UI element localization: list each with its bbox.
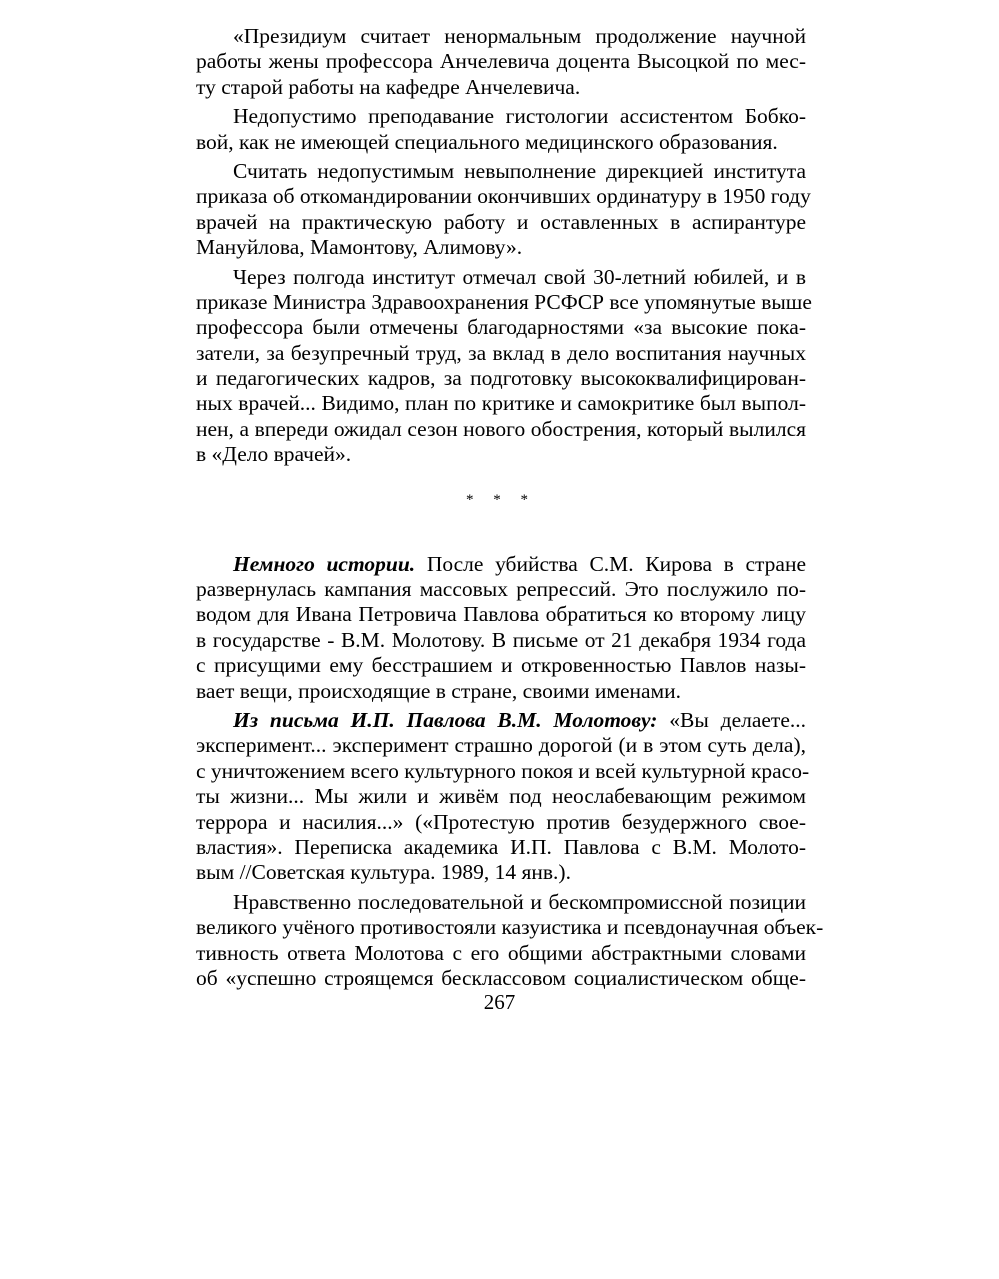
text-line: тивность ответа Молотова с его общими абстрактными словами xyxy=(196,940,806,965)
paragraph xyxy=(196,889,824,992)
text-line: вает вещи, происходящие в стране, своими именами. xyxy=(196,678,682,703)
section-separator: * * * xyxy=(466,491,536,508)
text-line: ты жизни... Мы жили и живём под неослабевающим режимом xyxy=(196,784,806,809)
text-line: вым //Советская культура. 1989, 14 янв.). xyxy=(196,860,571,885)
text-line: приказа об откомандировании окончивших ординатуру в 1950 году xyxy=(196,184,811,209)
paragraph xyxy=(196,264,812,468)
text-line: властия». Переписка академика И.П. Павлова с В.М. Молото- xyxy=(196,834,806,859)
text-line: Считать недопустимым невыполнение дирекцией института xyxy=(233,158,806,183)
text-line: Через полгода институт отмечал свой 30-летний юбилей, и в xyxy=(233,264,806,289)
paragraph xyxy=(196,24,806,100)
text-line: врачей на практическую работу и оставленных в аспирантуре xyxy=(196,209,806,234)
text-line: Мануйлова, Мамонтову, Алимову». xyxy=(196,235,523,260)
run-in-heading: Из письма И.П. Павлова В.М. Молотову: xyxy=(233,707,658,732)
paragraph xyxy=(196,552,806,704)
text-line: Нравственно последовательной и бескомпромиссной позиции xyxy=(233,889,806,914)
text-line: ту старой работы на кафедре Анчелевича. xyxy=(196,74,581,99)
paragraph xyxy=(196,707,810,886)
text-line: с присущими ему бесстрашием и откровенностью Павлов назы- xyxy=(196,653,806,678)
text-span: «Вы делаете... xyxy=(657,707,806,732)
paragraph xyxy=(196,104,806,155)
text-line: с уничтожением всего культурного покоя и всей культурной красо- xyxy=(196,758,810,783)
page-number: 267 xyxy=(483,990,516,1014)
text-line: об «успешно строящемся бесклассовом социалистическом обще- xyxy=(196,965,806,990)
text-line xyxy=(196,708,806,733)
text-span: После убийства С.М. Кирова в стране xyxy=(415,551,806,576)
text-line: затели, за безупречный труд, за вклад в дело воспитания научных xyxy=(196,340,806,365)
text-line: великого учёного противостояли казуистика и псевдонаучная объек- xyxy=(196,915,824,940)
text-line: Недопустимо преподавание гистологии ассистентом Бобко- xyxy=(233,104,806,129)
text-line: ных врачей... Видимо, план по критике и самокритике был выпол- xyxy=(196,391,806,416)
text-line: работы жены профессора Анчелевича доцента Высоцкой по мес- xyxy=(196,49,806,74)
text-line: вой, как не имеющей специального медицинского образования. xyxy=(196,129,778,154)
page-body xyxy=(196,24,824,991)
text-line: нен, а впереди ожидал сезон нового обострения, который вылился xyxy=(196,416,806,441)
text-line: в государстве - В.М. Молотову. В письме от 21 декабря 1934 года xyxy=(196,627,806,652)
text-line xyxy=(196,552,806,577)
run-in-heading: Немного истории. xyxy=(233,551,416,576)
text-line: профессора были отмечены благодарностями «за высокие пока- xyxy=(196,315,806,340)
text-line: развернулась кампания массовых репрессий. Это послужило по- xyxy=(196,577,806,602)
text-line: террора и насилия...» («Протестую против безудержного свое- xyxy=(196,809,806,834)
text-line: в «Дело врачей». xyxy=(196,442,352,467)
text-line: приказе Министра Здравоохранения РСФСР все упомянутые выше xyxy=(196,289,812,314)
text-line: эксперимент... эксперимент страшно дорогой (и в этом суть дела), xyxy=(196,733,806,758)
text-line: «Президиум считает ненормальным продолжение научной xyxy=(233,24,806,48)
text-line: водом для Ивана Петровича Павлова обратиться ко второму лицу xyxy=(196,602,806,627)
text-line: и педагогических кадров, за подготовку высококвалифицирован- xyxy=(196,366,806,391)
paragraph xyxy=(196,158,811,261)
